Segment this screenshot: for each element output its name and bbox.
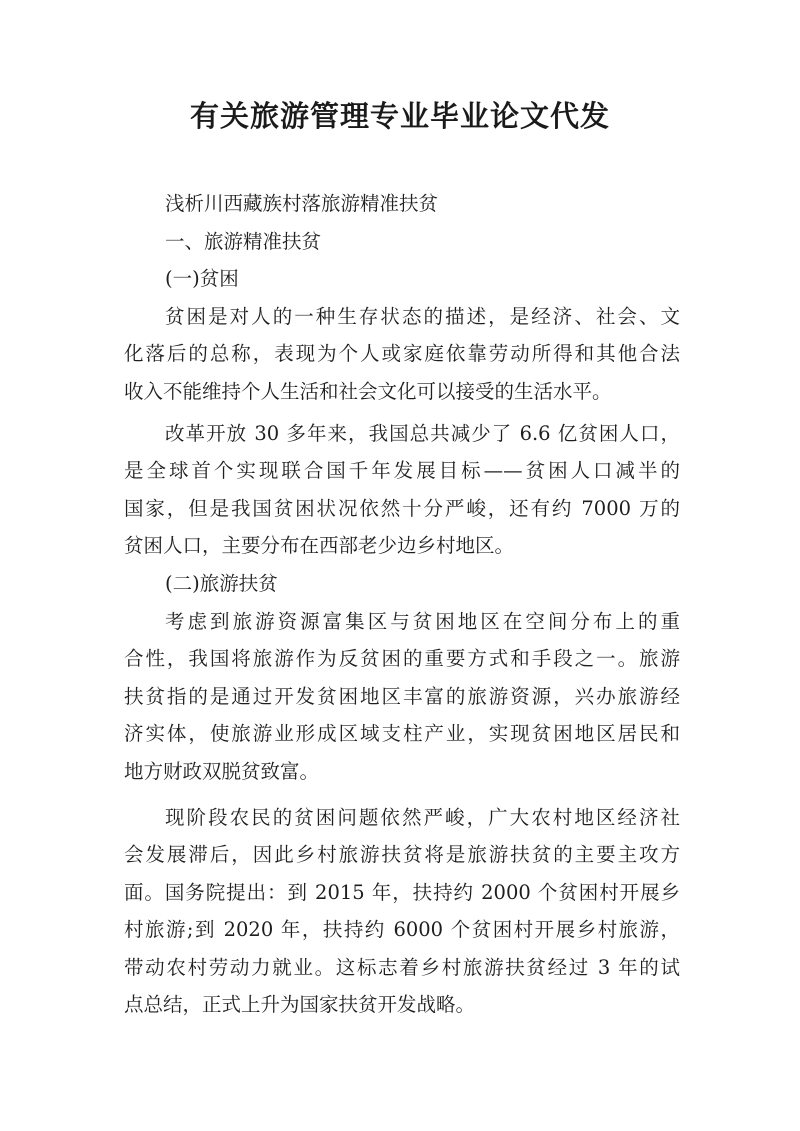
paragraph-line: 现阶段农民的贫困问题依然严峻，广大农村地区经济社 [165,805,680,829]
paragraph-reform-statistics [124,415,680,565]
paragraph-line: 合性，我国将旅游作为反贫困的重要方式和手段之一。旅游 [124,647,680,671]
paragraph-line: 考虑到旅游资源富集区与贫困地区在空间分布上的重 [165,609,680,633]
paragraph-tourism-poverty-alleviation [124,603,680,791]
subsection-heading-tourism-poverty: (二)旅游扶贫 [165,571,278,595]
paragraph-line: 国家，但是我国贫困状况依然十分严峻，还有约 7000 万的 [124,496,680,520]
document-title: 有关旅游管理专业毕业论文代发 [189,99,610,133]
paragraph-poverty-definition [124,298,680,411]
paragraph-line: 扶贫指的是通过开发贫困地区丰富的旅游资源，兴办旅游经 [124,684,680,708]
paragraph-line: 化落后的总称，表现为个人或家庭依靠劳动所得和其他合法 [124,342,680,366]
subsection-heading-poverty: (一)贫困 [165,267,239,291]
article-subtitle: 浅析川西藏族村落旅游精准扶贫 [165,192,439,215]
paragraph-line: 改革开放 30 多年来，我国总共减少了 6.6 亿贫困人口， [165,421,680,445]
paragraph-line: 是全球首个实现联合国千年发展目标——贫困人口减半的 [124,459,680,483]
paragraph-rural-tourism-strategy [124,799,680,1025]
paragraph-line: 会发展滞后，因此乡村旅游扶贫将是旅游扶贫的主要主攻方 [124,843,680,867]
paragraph-line: 收入不能维持个人生活和社会文化可以接受的生活水平。 [124,379,612,403]
paragraph-line: 面。国务院提出：到 2015 年，扶持约 2000 个贫困村开展乡 [124,880,680,904]
paragraph-line: 点总结，正式上升为国家扶贫开发战略。 [124,993,476,1017]
paragraph-line: 村旅游;到 2020 年，扶持约 6000 个贫困村开展乡村旅游， [124,918,680,942]
document-body [124,185,680,1024]
paragraph-line: 贫困人口，主要分布在西部老少边乡村地区。 [124,534,515,558]
paragraph-line: 济实体，使旅游业形成区域支柱产业，实现贫困地区居民和 [124,722,680,746]
section-heading-1: 一、旅游精准扶贫 [165,229,322,253]
paragraph-line: 地方财政双脱贫致富。 [124,759,320,783]
paragraph-line: 带动农村劳动力就业。这标志着乡村旅游扶贫经过 3 年的试 [124,955,680,979]
paragraph-line: 贫困是对人的一种生存状态的描述，是经济、社会、文 [165,304,680,328]
